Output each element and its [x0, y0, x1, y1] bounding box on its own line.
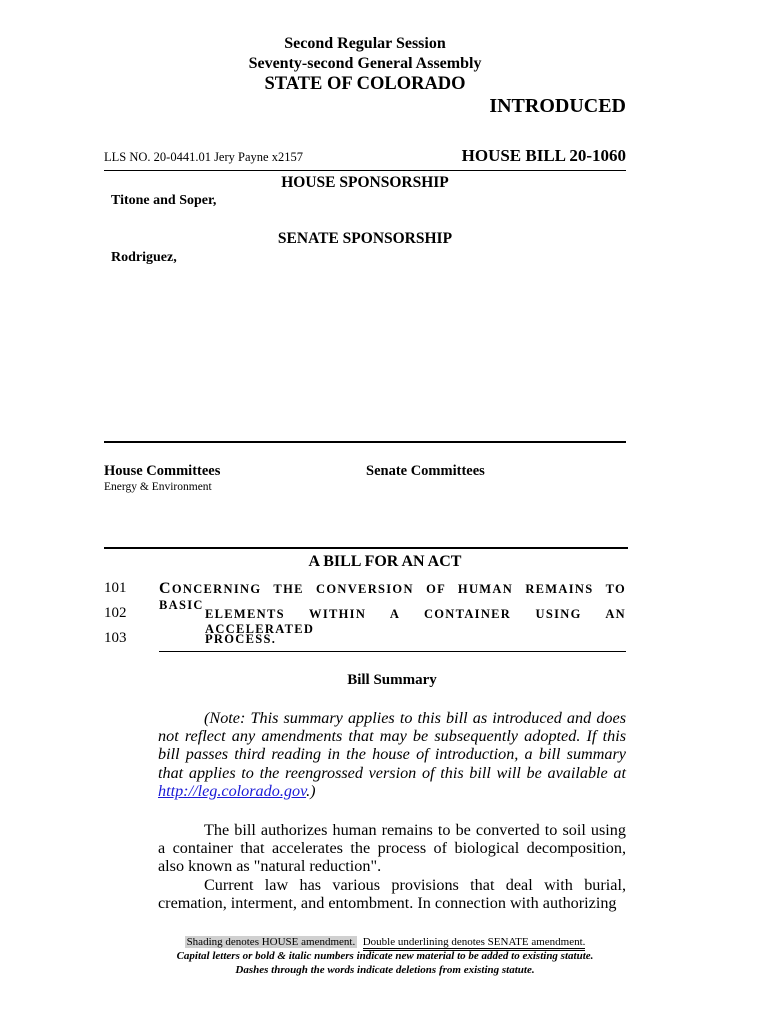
line-number: 101 [104, 580, 127, 596]
summary-note [158, 709, 626, 800]
summary-paragraph-text: The bill authorizes human remains to be converted to soil using a container that accelerates the process of biological decomposition, also known as "natural reduction". [158, 821, 626, 876]
assembly-title: Seventy-second General Assembly [248, 55, 482, 72]
house-sponsorship-heading: HOUSE SPONSORSHIP [281, 174, 449, 191]
summary-note-end: .) [306, 781, 316, 800]
status-label: INTRODUCED [489, 95, 626, 117]
house-committees-heading: House Committees [104, 463, 221, 479]
senate-sponsors: Rodriguez, [111, 250, 177, 265]
leg-colorado-link[interactable]: http://leg.colorado.gov [158, 781, 307, 800]
summary-paragraph-text: Current law has various provisions that deal with burial, cremation, interment, and entombment. In connection with authorizing [158, 876, 626, 913]
lls-number: LLS NO. 20-0441.01 Jery Payne x2157 [104, 150, 303, 164]
title-line: PROCESS. [205, 632, 277, 646]
bill-number: HOUSE BILL 20-1060 [461, 146, 626, 165]
senate-committees-heading: Senate Committees [366, 463, 485, 479]
state-title: STATE OF COLORADO [264, 74, 466, 94]
line-number: 102 [104, 605, 127, 621]
line-number: 103 [104, 630, 127, 646]
title-rule [159, 651, 626, 652]
sponsorship-rule [104, 441, 626, 443]
act-heading: A BILL FOR AN ACT [308, 553, 462, 570]
committees-rule [104, 547, 628, 549]
dashes-note: Dashes through the words indicate deletions from existing statute. [235, 964, 535, 976]
summary-paragraph [158, 876, 626, 912]
header-rule [104, 170, 626, 171]
summary-heading: Bill Summary [347, 672, 437, 688]
session-title: Second Regular Session [284, 35, 446, 52]
house-amendment-note: Shading denotes HOUSE amendment. [186, 936, 356, 948]
capital-letters-note: Capital letters or bold & italic numbers indicate new material to be added to existing statute. [176, 950, 594, 962]
summary-note-text: (Note: This summary applies to this bill as introduced and does not reflect any amendments that may be subsequently adopted. If this bill passes third reading in the house of introduction, a bill summary that applies to the reengrossed version of this bill will be available at [158, 709, 626, 782]
house-committee-item: Energy & Environment [104, 481, 212, 493]
amendment-legend [0, 936, 770, 948]
title-initial: C [159, 580, 172, 597]
senate-sponsorship-heading: SENATE SPONSORSHIP [277, 230, 453, 247]
title-line: ELEMENTS WITHIN A CONTAINER USING AN ACCELERATED [205, 607, 626, 636]
senate-amendment-note: Double underlining denotes SENATE amendment. [363, 936, 586, 951]
house-sponsors: Titone and Soper, [111, 193, 217, 208]
title-line-text: ONCERNING THE CONVERSION OF HUMAN REMAINS TO BASIC [159, 582, 626, 612]
summary-paragraph [158, 821, 626, 876]
